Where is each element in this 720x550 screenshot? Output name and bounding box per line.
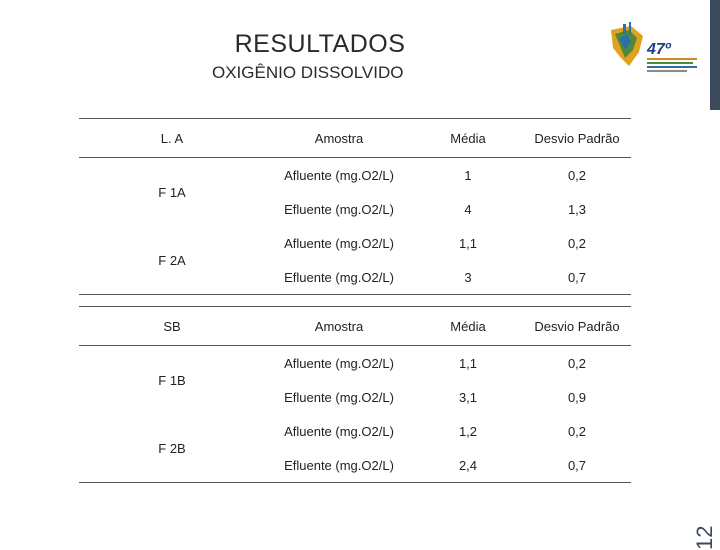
accent-bar <box>710 0 720 110</box>
page-number: 12 <box>692 525 717 550</box>
group-label: F 2A <box>158 252 186 268</box>
media-cell: 3 <box>464 269 472 285</box>
col-header-media: Média <box>450 318 486 334</box>
amostra-cell: Afluente (mg.O2/L) <box>284 355 394 371</box>
amostra-cell: Efluente (mg.O2/L) <box>284 269 394 285</box>
amostra-cell: Afluente (mg.O2/L) <box>284 235 394 251</box>
amostra-cell: Afluente (mg.O2/L) <box>284 167 394 183</box>
table-header-row <box>79 119 631 158</box>
media-cell: 1,1 <box>458 235 478 251</box>
amostra-cell: Efluente (mg.O2/L) <box>284 389 394 405</box>
col-header-group: SB <box>163 318 181 334</box>
group-label: F 2B <box>158 440 186 456</box>
desvio-cell: 0,2 <box>567 235 587 251</box>
desvio-cell: 1,3 <box>567 201 587 217</box>
amostra-cell: Afluente (mg.O2/L) <box>284 423 394 439</box>
desvio-cell: 0,7 <box>567 457 587 473</box>
col-header-amostra: Amostra <box>314 318 364 334</box>
col-header-desvio: Desvio Padrão <box>534 318 620 334</box>
table-row <box>79 414 631 448</box>
desvio-cell: 0,2 <box>567 423 587 439</box>
group-label: F 1A <box>158 184 186 200</box>
desvio-cell: 0,2 <box>567 355 587 371</box>
page-title: RESULTADOS <box>234 30 406 58</box>
amostra-cell: Efluente (mg.O2/L) <box>284 457 394 473</box>
media-cell: 4 <box>464 201 472 217</box>
table-header-row <box>79 307 631 346</box>
media-cell: 1,2 <box>458 423 478 439</box>
conference-logo-icon <box>603 22 703 80</box>
results-table-sb <box>79 306 631 483</box>
table-row <box>79 158 631 193</box>
col-header-desvio: Desvio Padrão <box>534 130 620 146</box>
desvio-cell: 0,2 <box>567 167 587 183</box>
group-label: F 1B <box>158 372 186 388</box>
media-cell: 1,1 <box>458 355 478 371</box>
desvio-cell: 0,7 <box>567 269 587 285</box>
svg-text:47º: 47º <box>647 41 671 58</box>
desvio-cell: 0,9 <box>567 389 587 405</box>
table-row <box>79 226 631 260</box>
media-cell: 3,1 <box>458 389 478 405</box>
media-cell: 1 <box>464 167 472 183</box>
media-cell: 2,4 <box>458 457 478 473</box>
amostra-cell: Efluente (mg.O2/L) <box>284 201 394 217</box>
page-subtitle: OXIGÊNIO DISSOLVIDO <box>212 63 404 82</box>
col-header-media: Média <box>450 130 486 146</box>
col-header-group: L. A <box>160 130 184 146</box>
col-header-amostra: Amostra <box>314 130 364 146</box>
results-table-la <box>79 118 631 295</box>
table-row <box>79 346 631 381</box>
